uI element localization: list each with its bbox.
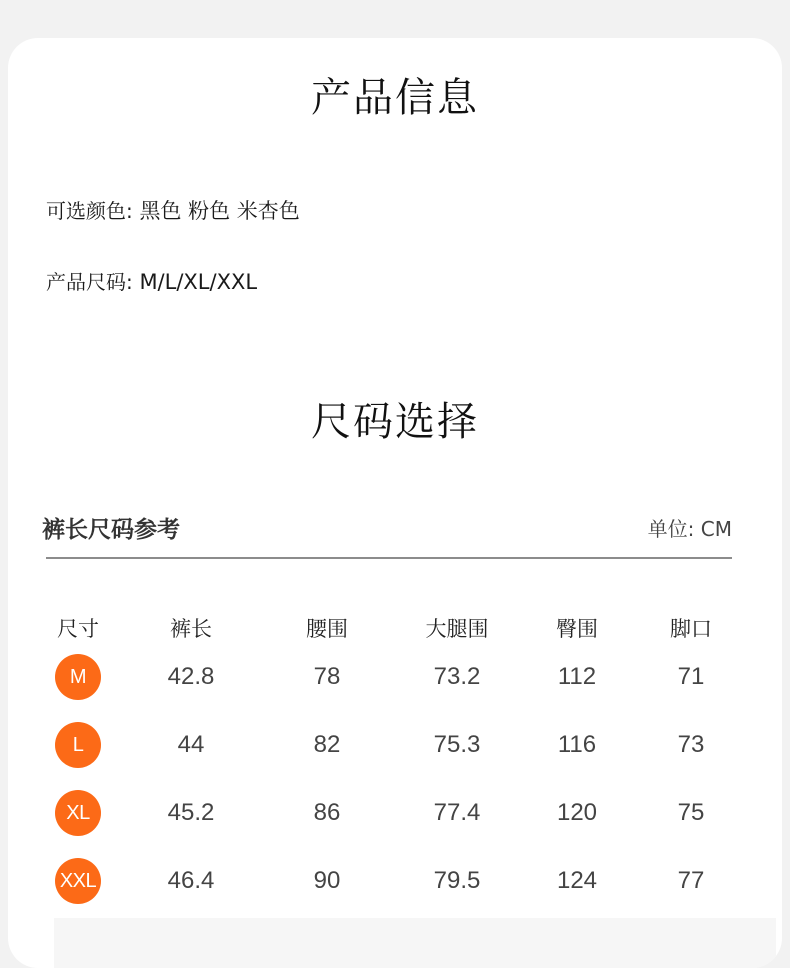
- available-colors-label: 可选颜色:: [46, 199, 133, 223]
- product-sizes-label: 产品尺码:: [46, 270, 133, 294]
- product-sizes-line: [46, 266, 257, 295]
- table-row: [8, 856, 782, 906]
- waist-value: 86: [313, 799, 341, 826]
- size-badge: M: [55, 654, 101, 700]
- waist-value: 90: [313, 867, 341, 894]
- hip-value: 112: [557, 663, 597, 690]
- available-colors-value: 黑色 粉色 米杏色: [139, 199, 300, 223]
- size-table-unit: 单位: CM: [647, 517, 732, 541]
- hip-value: 120: [556, 799, 598, 826]
- thigh-value: 77.4: [433, 799, 481, 826]
- table-row: [8, 652, 782, 702]
- leg-opening-value: 73: [677, 731, 705, 758]
- leg-opening-value: 77: [677, 867, 705, 894]
- size-table-header: [42, 511, 732, 543]
- header-pants-length: 裤长: [170, 617, 212, 641]
- waist-value: 78: [313, 663, 341, 690]
- leg-opening-value: 71: [677, 663, 705, 690]
- header-leg-opening: 脚口: [670, 617, 712, 641]
- header-waist: 腰围: [306, 617, 348, 641]
- pants-length-value: 46.4: [167, 867, 215, 894]
- size-badge: L: [55, 722, 101, 768]
- waist-value: 82: [313, 731, 341, 758]
- table-row: [8, 788, 782, 838]
- thigh-value: 75.3: [433, 731, 481, 758]
- size-table-head-row: [8, 604, 782, 654]
- hip-value: 124: [556, 867, 598, 894]
- header-size: 尺寸: [57, 617, 99, 641]
- pants-length-value: 44: [177, 731, 205, 758]
- leg-opening-value: 75: [677, 799, 705, 826]
- available-colors-line: [46, 195, 300, 225]
- header-hip: 臀围: [556, 617, 598, 641]
- thigh-value: 79.5: [433, 867, 481, 894]
- size-table-name: 裤长尺码参考: [42, 517, 180, 543]
- size-badge: XL: [55, 790, 101, 836]
- background-shade: [54, 918, 776, 968]
- thigh-value: 73.2: [433, 663, 481, 690]
- product-card: [8, 38, 782, 968]
- header-thigh: 大腿围: [425, 617, 489, 641]
- pants-length-value: 42.8: [167, 663, 215, 690]
- size-selection-title: 尺码选择: [311, 399, 479, 445]
- size-badge: XXL: [55, 858, 101, 904]
- table-divider: [46, 557, 732, 559]
- product-sizes-value: M/L/XL/XXL: [139, 270, 258, 294]
- hip-value: 116: [557, 731, 597, 758]
- table-row: [8, 720, 782, 770]
- product-info-title: 产品信息: [311, 75, 479, 121]
- pants-length-value: 45.2: [167, 799, 215, 826]
